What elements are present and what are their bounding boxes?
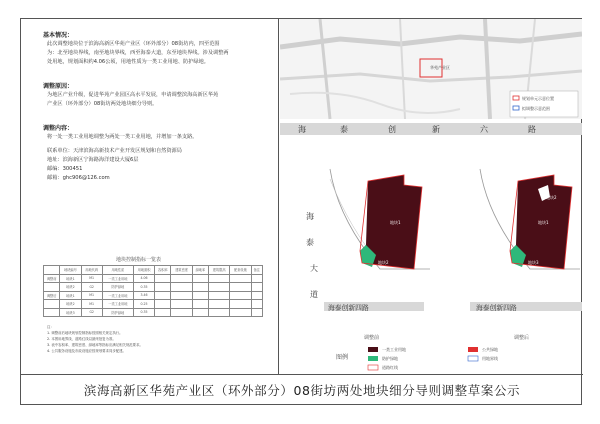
table-title: 地块控制指标一览表 xyxy=(116,257,162,263)
parcel1-label-before: 地块1 xyxy=(390,220,401,225)
table-header-cell: 配套设施 xyxy=(230,266,251,275)
contact-address: 地址：滨海新区宁海路海洋建设大厦6层 xyxy=(47,157,139,163)
map-before-caption: 调整前 xyxy=(364,335,380,341)
table-cell xyxy=(251,274,262,283)
table-cell: M1 xyxy=(81,291,102,300)
table-header-cell xyxy=(44,266,60,275)
table-row xyxy=(44,291,263,300)
table-cell xyxy=(44,300,60,309)
table-cell: 防护绿地 xyxy=(102,283,133,292)
table-cell: 地块2 xyxy=(60,300,81,309)
map-panel xyxy=(280,19,582,374)
basic-line: 为：北至地块界线，南至地块界线，西至海泰大道，东至地块界线。涉及调整两 xyxy=(47,50,229,56)
table-header-cell: 绿地率 xyxy=(192,266,208,275)
parcel2-label-after: 地块2 xyxy=(546,195,557,200)
road-north-char: 路 xyxy=(528,125,536,134)
parcel1-label-after: 地块1 xyxy=(538,220,549,225)
legend-label: 道路红线 xyxy=(382,365,398,370)
note-line: 注： xyxy=(47,325,54,329)
road-south-label-after: 海泰创新四路 xyxy=(476,304,517,312)
table-cell xyxy=(171,274,192,283)
reason-line: 为地区产业升级，促进华苑产业园区高水平发展，申请调整滨海高新区华苑 xyxy=(47,92,219,98)
basic-line: 此次调整地块位于滨海高新区华苑产业区（环外部分）08街坊内，四至范围 xyxy=(47,41,220,47)
legend-swatch-industrial xyxy=(368,347,378,352)
table-cell xyxy=(171,308,192,317)
map-after xyxy=(450,135,582,341)
road-south-label-before: 海泰创新四路 xyxy=(328,304,369,312)
reason-paragraph xyxy=(47,91,269,109)
table-header-cell: 备注 xyxy=(251,266,262,275)
table-cell: 0.25 xyxy=(133,300,154,309)
table-cell xyxy=(209,291,230,300)
legend xyxy=(336,346,498,370)
contact-postcode: 邮编：300451 xyxy=(47,166,83,172)
table-cell: 防护绿地 xyxy=(102,308,133,317)
map-after-caption: 调整后 xyxy=(514,335,530,341)
legend-swatch-public xyxy=(468,347,478,352)
notes-block xyxy=(47,324,269,354)
legend-swatch-green xyxy=(368,356,378,361)
road-north-char: 新 xyxy=(432,125,440,134)
table-cell: M1 xyxy=(81,300,102,309)
reason-heading: 调整原因： xyxy=(43,83,74,90)
road-north-char: 创 xyxy=(388,125,396,134)
table-cell xyxy=(155,283,171,292)
contact-email[interactable]: 邮箱：ghc906@126.com xyxy=(47,175,110,181)
table-cell xyxy=(251,300,262,309)
table-cell xyxy=(155,274,171,283)
table-cell xyxy=(209,308,230,317)
page-title: 滨海高新区华苑产业区（环外部分）08街坊两处地块细分导则调整草案公示 xyxy=(83,383,521,398)
reason-line: 产业区（环外部分）08街坊两处地块细分导则。 xyxy=(47,101,158,107)
table-cell: 一类工业用地 xyxy=(102,291,133,300)
table-cell: 一类工业用地 xyxy=(102,300,133,309)
table-header-row xyxy=(44,266,263,275)
legend-label: 防护绿地 xyxy=(382,356,398,361)
legend-label: 公共绿地 xyxy=(482,347,498,352)
table-cell: 0.35 xyxy=(133,283,154,292)
table-cell xyxy=(171,283,192,292)
table-cell xyxy=(155,308,171,317)
table-cell xyxy=(230,300,251,309)
table-cell xyxy=(209,283,230,292)
locator-legend-label: 规划单元示意位置 xyxy=(522,96,554,101)
basic-heading: 基本情况： xyxy=(43,32,74,39)
table-cell: M1 xyxy=(81,274,102,283)
table-cell xyxy=(251,291,262,300)
table-cell xyxy=(251,308,262,317)
planning-map xyxy=(280,19,582,374)
notice-title-bar xyxy=(21,374,583,405)
table-header-cell: 用地面积 xyxy=(133,266,154,275)
table-cell xyxy=(155,300,171,309)
table-cell: 一类工业用地 xyxy=(102,274,133,283)
table-cell xyxy=(192,300,208,309)
road-west-char: 海 xyxy=(306,212,314,221)
road-west-char: 泰 xyxy=(306,238,314,247)
legend-label: 一类工业用地 xyxy=(382,347,406,352)
table-cell xyxy=(171,300,192,309)
table-header-cell: 地块编号 xyxy=(60,266,81,275)
note-line: 2. 本图用地界线、道路红线以最终批复为准。 xyxy=(47,337,116,341)
table-cell: 3.46 xyxy=(133,291,154,300)
table-header-cell: 用地性质 xyxy=(102,266,133,275)
basic-line: 处用地，规划面积约4.06公顷，用地性质为一类工业用地、防护绿地。 xyxy=(47,59,209,65)
table-row xyxy=(44,300,263,309)
table-cell: 调整后 xyxy=(44,291,60,300)
content-heading: 调整内容： xyxy=(43,125,74,132)
table-cell xyxy=(171,291,192,300)
table-cell xyxy=(44,283,60,292)
road-north xyxy=(280,123,582,135)
note-line: 4. 公共服务设施及市政设施应按规划要求同步配建。 xyxy=(47,349,126,353)
road-west-char: 道 xyxy=(310,290,318,299)
table-cell xyxy=(192,283,208,292)
table-header-cell: 建筑密度 xyxy=(171,266,192,275)
table-cell: 地块3 xyxy=(60,308,81,317)
legend-title: 图例 xyxy=(336,354,349,361)
table-cell: 地块2 xyxy=(60,283,81,292)
public-notice-sheet xyxy=(20,18,582,405)
table-cell xyxy=(155,291,171,300)
table-cell xyxy=(44,308,60,317)
contact-block xyxy=(47,147,269,183)
table-cell: G2 xyxy=(81,308,102,317)
basic-paragraph xyxy=(47,40,269,67)
table-header-cell: 建筑限高 xyxy=(209,266,230,275)
table-cell: G2 xyxy=(81,283,102,292)
legend-swatch-boundary xyxy=(468,356,478,361)
road-north-char: 海 xyxy=(298,125,306,134)
road-north-char: 六 xyxy=(480,125,488,134)
parcel2-label-before: 地块2 xyxy=(378,260,389,265)
text-column xyxy=(21,19,279,374)
content-paragraph xyxy=(47,133,269,142)
contact-unit: 联系单位：天津滨海高新技术产业开发区规划和自然资源局 xyxy=(47,148,182,154)
legend-label: 用地界线 xyxy=(482,356,498,361)
locator-park-label: 华苑产业区 xyxy=(430,65,450,70)
table-row xyxy=(44,283,263,292)
table-cell xyxy=(230,291,251,300)
table-cell: 地块1 xyxy=(60,274,81,283)
table-row xyxy=(44,308,263,317)
locator-legend-label: 拟调整示意范围 xyxy=(522,106,550,111)
map-before xyxy=(324,169,430,341)
note-line: 3. 表中容积率、建筑密度、绿地率等指标应满足相关规范要求。 xyxy=(47,343,143,347)
locator-map xyxy=(280,19,582,119)
table-row xyxy=(44,274,263,283)
parcel3-label-after: 地块3 xyxy=(528,260,539,265)
note-line: 1. 调整前后地块规划控制指标按照相关规定执行。 xyxy=(47,331,123,335)
table-cell xyxy=(230,274,251,283)
table-cell xyxy=(192,291,208,300)
table-header-cell: 用地代码 xyxy=(81,266,102,275)
table-cell: 0.35 xyxy=(133,308,154,317)
legend-swatch-road xyxy=(368,365,378,370)
table-cell: 调整前 xyxy=(44,274,60,283)
road-west-char: 大 xyxy=(310,264,318,273)
table-cell xyxy=(192,308,208,317)
road-north-char: 泰 xyxy=(340,125,348,134)
table-cell: 地块1 xyxy=(60,291,81,300)
table-cell: 4.06 xyxy=(133,274,154,283)
content-line: 将一处一类工业用地调整为两处一类工业用地，并增加一条支路。 xyxy=(47,134,198,140)
table-cell xyxy=(230,283,251,292)
table-cell xyxy=(230,308,251,317)
control-index-table xyxy=(43,265,263,317)
table-header-cell: 容积率 xyxy=(155,266,171,275)
table-cell xyxy=(209,274,230,283)
table-cell xyxy=(192,274,208,283)
table-cell xyxy=(209,300,230,309)
table-cell xyxy=(251,283,262,292)
